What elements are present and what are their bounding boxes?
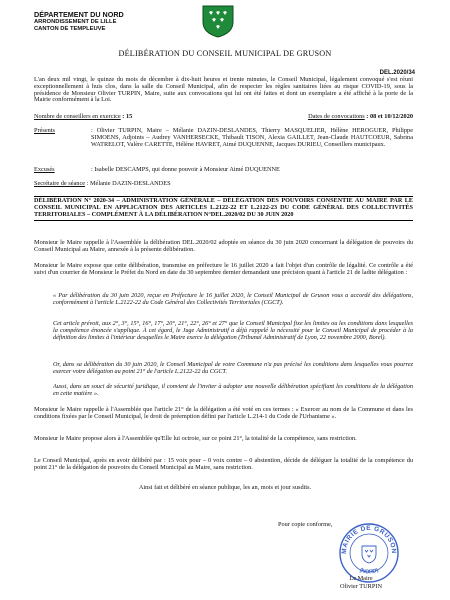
certified-copy-label: Pour copie conforme, (278, 521, 333, 528)
svg-text:(NORD): (NORD) (358, 567, 380, 576)
header-department: DÉPARTEMENT DU NORD (34, 10, 124, 19)
paragraph-proposal: Monsieur le Maire propose alors à l'Assemblée qu'Elle lui octroie, sur ce point 21°, la totalité de la compétence, sans restriction. (34, 435, 357, 442)
header-arrondissement: ARRONDISSEMENT DE LILLE (34, 18, 117, 25)
page-title: DÉLIBÉRATION DU CONSEIL MUNICIPAL DE GRUSON (118, 49, 332, 58)
closing-line: Ainsi fait et délibéré en séance publique, les an, mois et jour susdits. (138, 484, 312, 491)
paragraph-article-21: Monsieur le Maire rappelle à l'Assemblée que l'article 21° de la délégation a été voté en ces termes : « Exercer au nom de la Commune et dans les conditions fixées par le Conseil Municipal, le droit de préemption défini par l'article L.214-1 du Code de l'Urbanisme ». (34, 406, 413, 420)
secretary-row (34, 181, 171, 188)
deliberation-reference: DEL.2020/34 (379, 70, 415, 76)
dates-label: Dates de convocations (308, 113, 365, 120)
paragraph-decision: Le Conseil Municipal, après en avoir délibéré par : 15 voix pour – 0 voix contre – 0 abstention, décide de déléguer la totalité de la compétence du point 21° de la délégation de pouvoirs du Conseil Municipal au Maire, sans restriction. (34, 457, 413, 471)
quote-paragraph-2: Cet article prévoit, aux 2°, 3°, 15°, 16°, 17°, 20°, 21°, 22°, 26° et 27° que le Conseil Municipal fixe les limites ou les conditions dans lesquelles la compétence énoncée s'applique. À cet égard, le Juge Administratif a déjà rappelé la nécessité pour le Conseil Municipal de procéder à la définition des limites à l'intérieur desquelles le Maire exerce la délégation (Tribunal Administratif de Lyon, 22 novembre 2000, Borel). (53, 320, 413, 341)
present-label: Présents (34, 127, 55, 134)
svg-text:MAIRIE DE GRUSON: MAIRIE DE GRUSON (340, 524, 398, 555)
paragraph-exposition: Monsieur le Maire expose que cette délibération, transmise en préfecture le 16 juillet 2020 a fait l'objet d'un contrôle de légalité. Ce contrôle a été suivi d'un courrier de Monsieur le Préfet du Nord en date du 30 septembre dernier demandant une précision quant à l'article 21 de ladite délégation : (34, 262, 413, 276)
dates-value: : 08 et 10/12/2020 (366, 113, 413, 120)
quote-paragraph-4: Aussi, dans un souci de sécurité juridique, il convient de l'inviter à adopter une nouvelle délibération spécifiant les conditions de la délégation en cette matière ». (53, 383, 413, 397)
secretary-value: : Mélanie DAZIN-DESLANDES (86, 180, 171, 187)
paragraph-recall: Monsieur le Maire rappelle à l'Assemblée la délibération DEL.2020/02 adoptée en séance du 30 juin 2020 concernant la délégation de pouvoirs du Conseil Municipal au Maire, annexée à la présente délibération. (34, 239, 413, 253)
signer-name: Olivier TURPIN (339, 583, 383, 590)
members-label: Nombre de conseillers en exercice (34, 113, 121, 120)
header-block (34, 11, 124, 34)
convocation-dates-row (308, 114, 413, 121)
deliberation-title: DÉLIBÉRATION N° 2020-34 – ADMINISTRATION GÉNÉRALE – DÉLÉGATION DES POUVOIRS CONSENTIE AU MAIRE PAR LE CONSEIL MUNICIPAL EN APPLICATION DES ARTICLES L.2122-22 ET L.2122-23 DU CODE GÉNÉRAL DES COLLECTIVITÉS TERRITORIALES – COMPLÉMENT À LA DÉLIBÉRATION N°DEL.2020/02 DU 30 JUIN 2020 (34, 196, 413, 221)
coat-of-arms-logo (200, 4, 236, 38)
present-value: : Olivier TURPIN, Maire – Mélanie DAZIN-DESLANDES, Thierry MASQUELIER, Hélène HEROGUER, Philippe SIMOENS, Adjoints – Audrey VANHERSECKE, Thibault TISON, Alexia GAILLET, Jean-Claude HAUTCOEUR, Sabrina WATRELOT, Valère CARETTE, Hélène HAVRET, Aimé DUQUENNE, Jacques DURIEU, Conseillers municipaux. (91, 127, 413, 148)
excused-value: : Isabelle DESCAMPS, qui donne pouvoir à Monsieur Aimé DUQUENNE (91, 166, 280, 173)
excused-label: Excusés (34, 166, 55, 173)
quote-paragraph-3: Or, dans sa délibération du 30 juin 2020, le Conseil Municipal de votre Commune n'a pas précisé les conditions dans lesquelles vous pourrez exercer votre délégation au point 21° de l'article L.2122-22 du CGCT. (53, 361, 413, 375)
quote-paragraph-1: « Par délibération du 30 juin 2020, reçue en Préfecture le 16 juillet 2020, le Conseil Municipal de Gruson vous a accordé des délégations, conformément à l'article L.2122-22 du Code Général des Collectivités Territoriales (CGCT). (53, 292, 413, 306)
members-value: : 15 (122, 113, 133, 120)
signer-title: Le Maire (349, 575, 373, 582)
header-canton: CANTON DE TEMPLEUVE (34, 26, 106, 33)
members-count-row (34, 114, 132, 121)
intro-paragraph: L'an deux mil vingt, le quinze du mois de décembre à dix-huit heures et trente minutes, le Conseil Municipal, légalement convoqué s'est réuni exceptionnellement à huis clos, dans la salle du Conseil Municipal, afin de respecter les règles sanitaires liées au risque COVID-19, sous la présidence de Monsieur Olivier TURPIN, Maire, suite aux convocations qui lui ont été faites et dont un exemplaire a été affiché à la porte de la Mairie conformément à la Loi. (34, 76, 413, 104)
secretary-label: Secrétaire de séance (34, 180, 86, 187)
